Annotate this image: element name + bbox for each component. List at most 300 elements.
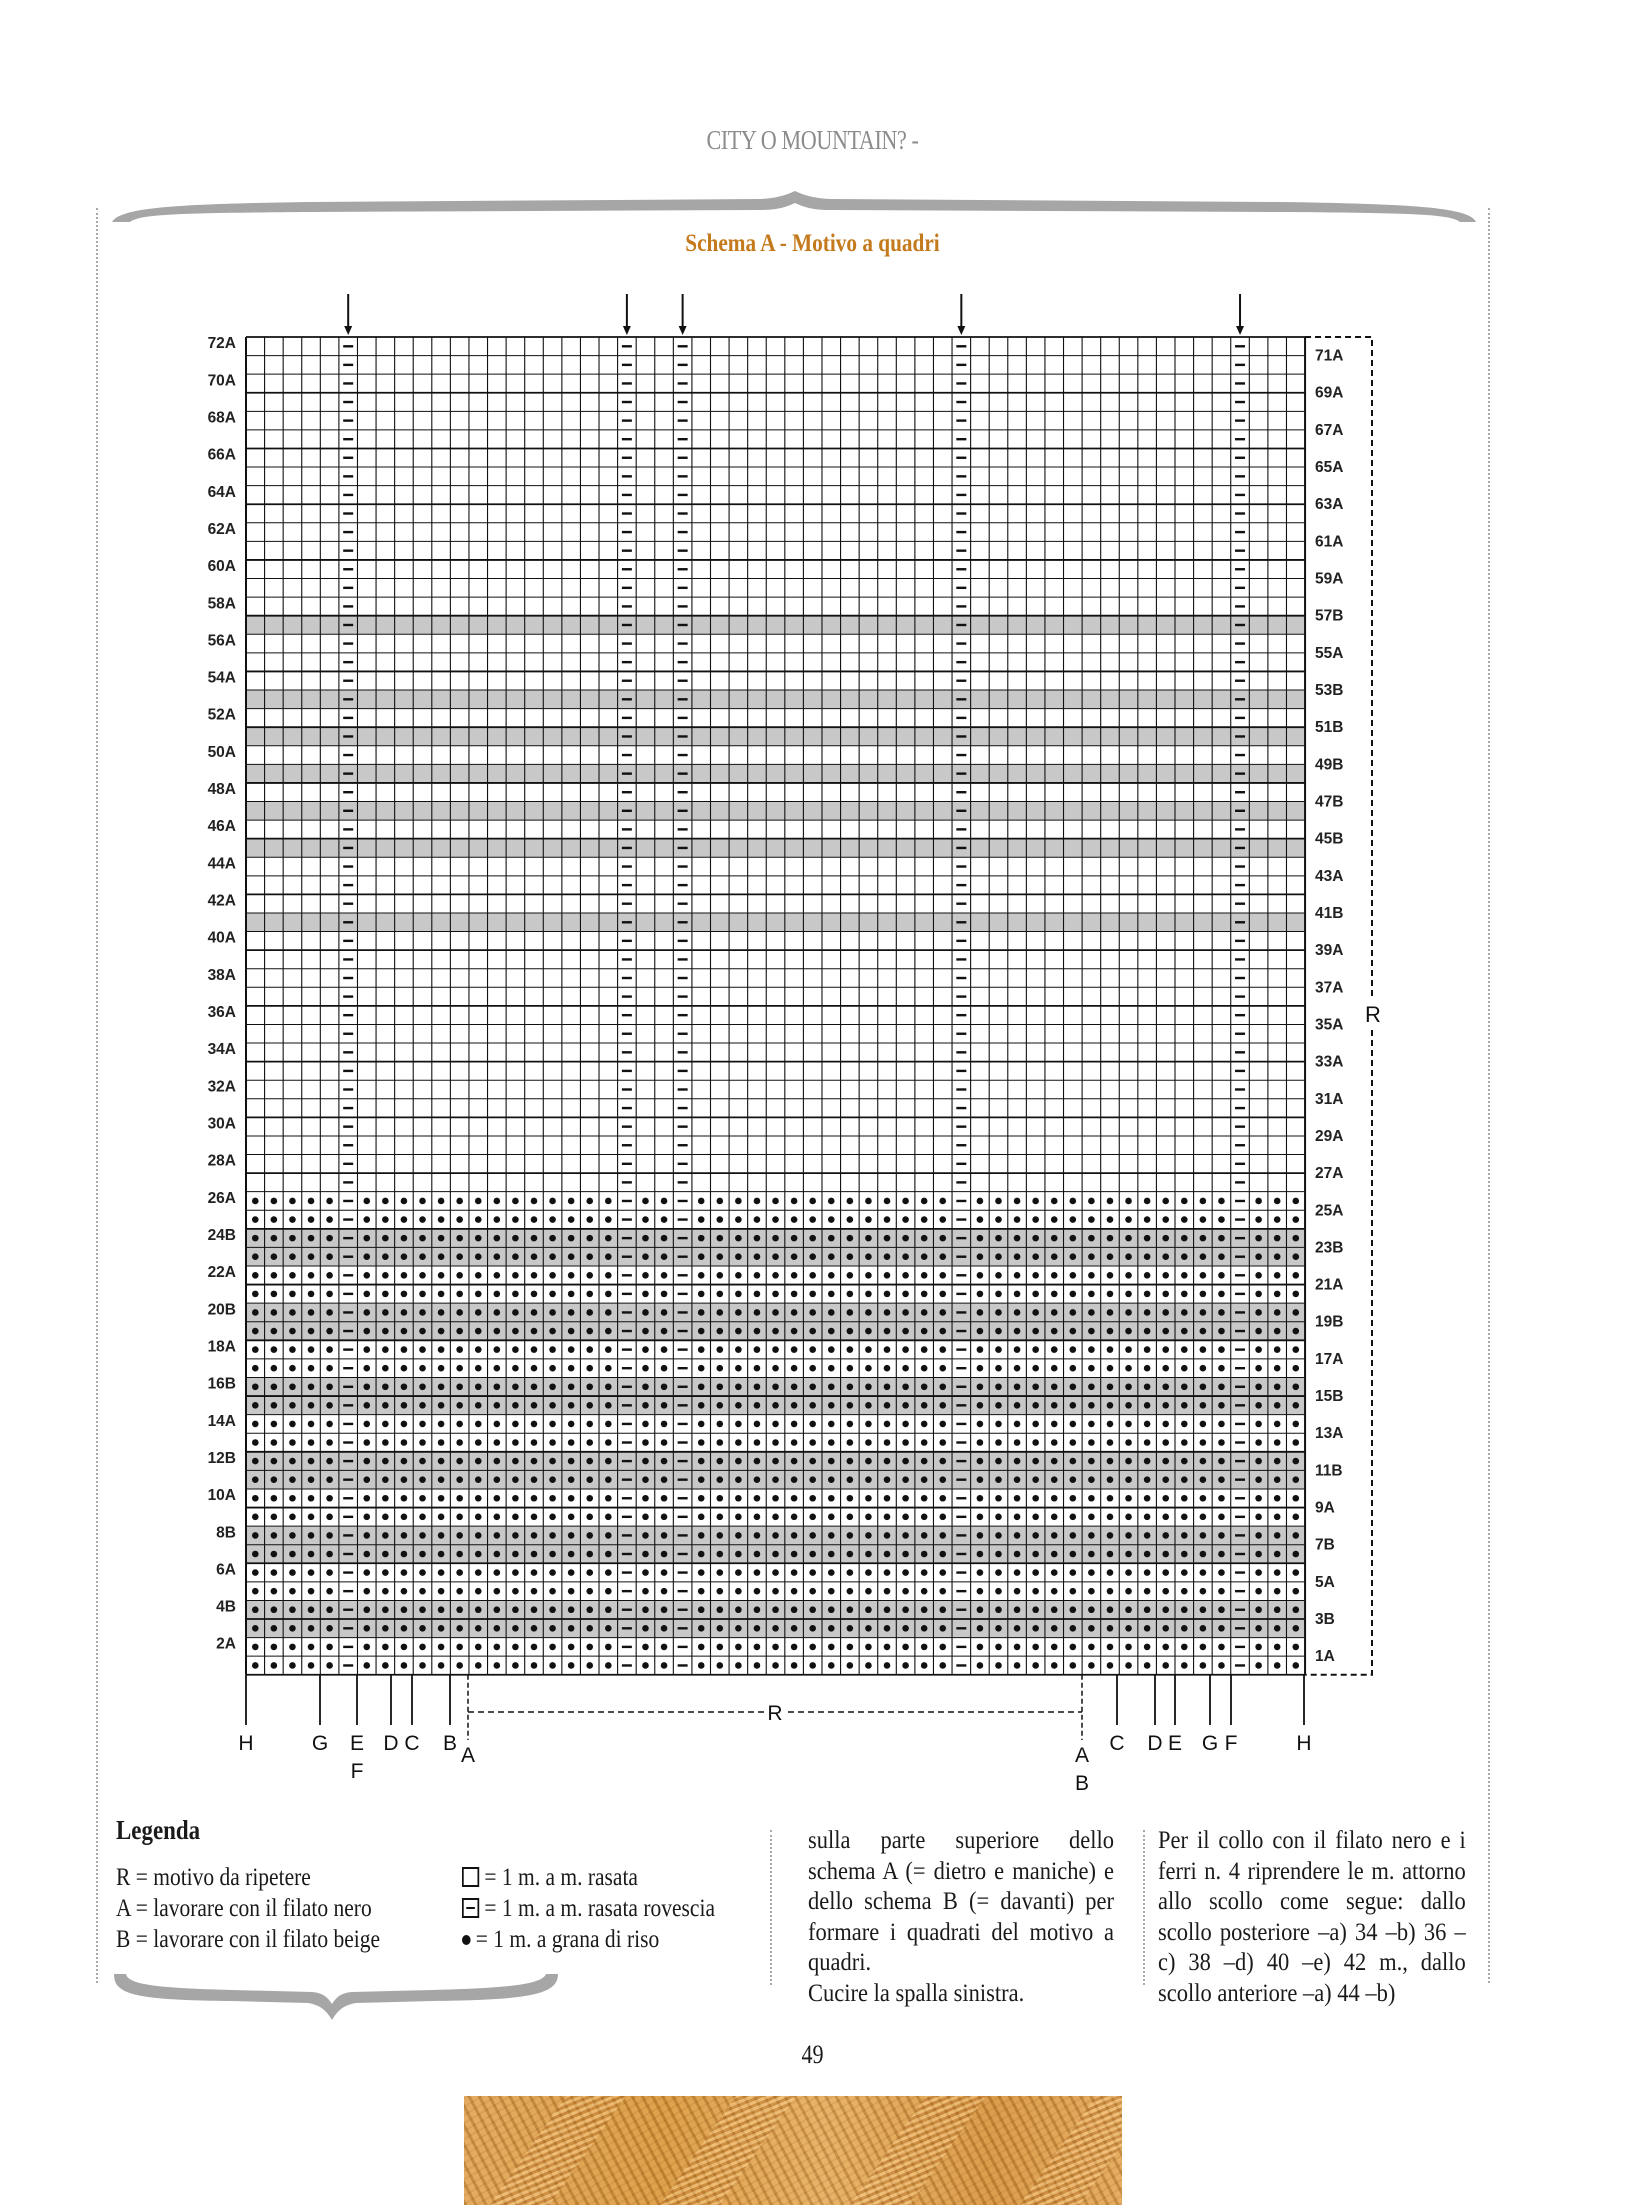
seed-dot-icon — [401, 1606, 408, 1613]
seed-dot-icon — [716, 1662, 723, 1669]
seed-dot-icon — [1051, 1662, 1058, 1669]
seed-dot-icon — [977, 1402, 984, 1409]
seed-dot-icon — [271, 1328, 278, 1335]
seed-dot-icon — [716, 1588, 723, 1595]
beige-row — [246, 839, 1305, 858]
seed-dot-icon — [1070, 1253, 1077, 1260]
seed-dot-icon — [754, 1514, 761, 1521]
seed-dot-icon — [884, 1328, 891, 1335]
seed-dot-icon — [531, 1383, 538, 1390]
seed-dot-icon — [1292, 1495, 1299, 1502]
seed-dot-icon — [1088, 1551, 1095, 1558]
seed-dot-icon — [1200, 1198, 1207, 1205]
size-marker-label: B — [442, 1732, 458, 1755]
seed-dot-icon — [419, 1383, 426, 1390]
seed-dot-icon — [271, 1532, 278, 1539]
seed-dot-icon — [1070, 1365, 1077, 1372]
seed-dot-icon — [1218, 1606, 1225, 1613]
seed-dot-icon — [308, 1383, 315, 1390]
seed-dot-icon — [456, 1402, 463, 1409]
seed-dot-icon — [902, 1421, 909, 1428]
seed-dot-icon — [326, 1198, 333, 1205]
size-marker-label: A — [1074, 1744, 1090, 1767]
seed-dot-icon — [1125, 1365, 1132, 1372]
seed-dot-icon — [642, 1514, 649, 1521]
seed-dot-icon — [1088, 1514, 1095, 1521]
seed-dot-icon — [401, 1309, 408, 1316]
seed-dot-icon — [382, 1328, 389, 1335]
seed-dot-icon — [363, 1476, 370, 1483]
seed-dot-icon — [977, 1662, 984, 1669]
seed-dot-icon — [1162, 1625, 1169, 1632]
row-label-left: 64A — [207, 483, 236, 501]
seed-dot-icon — [921, 1402, 928, 1409]
seed-dot-icon — [1292, 1309, 1299, 1316]
seed-dot-icon — [1088, 1532, 1095, 1539]
seed-dot-icon — [698, 1291, 705, 1298]
seed-dot-icon — [716, 1439, 723, 1446]
seed-dot-icon — [921, 1346, 928, 1353]
seed-dot-icon — [809, 1291, 816, 1298]
seed-dot-icon — [1181, 1514, 1188, 1521]
seed-dot-icon — [977, 1439, 984, 1446]
seed-dot-icon — [1181, 1532, 1188, 1539]
seed-dot-icon — [1014, 1606, 1021, 1613]
seed-dot-icon — [1070, 1625, 1077, 1632]
seed-dot-icon — [791, 1421, 798, 1428]
seed-dot-icon — [531, 1662, 538, 1669]
seed-dot-icon — [271, 1551, 278, 1558]
seed-dot-icon — [252, 1402, 259, 1409]
seed-dot-icon — [289, 1439, 296, 1446]
seed-dot-icon — [847, 1328, 854, 1335]
seed-dot-icon — [995, 1476, 1002, 1483]
seed-dot-icon — [1274, 1532, 1281, 1539]
legend-item-yarn-b: B = lavorare con il filato beige — [116, 1926, 381, 1953]
seed-dot-icon — [1107, 1588, 1114, 1595]
seed-dot-icon — [1125, 1495, 1132, 1502]
seed-dot-icon — [382, 1402, 389, 1409]
seed-dot-icon — [1255, 1253, 1262, 1260]
seed-dot-icon — [884, 1402, 891, 1409]
seed-dot-icon — [1200, 1588, 1207, 1595]
seed-dot-icon — [661, 1365, 668, 1372]
seed-dot-icon — [456, 1253, 463, 1260]
seed-dot-icon — [642, 1383, 649, 1390]
seed-dot-icon — [252, 1606, 259, 1613]
seed-dot-icon — [791, 1588, 798, 1595]
seed-dot-icon — [809, 1421, 816, 1428]
seed-dot-icon — [568, 1439, 575, 1446]
seed-dot-icon — [494, 1662, 501, 1669]
seed-dot-icon — [754, 1476, 761, 1483]
seed-dot-icon — [977, 1514, 984, 1521]
seed-dot-icon — [512, 1532, 519, 1539]
seed-dot-icon — [884, 1476, 891, 1483]
seed-dot-icon — [977, 1328, 984, 1335]
seed-dot-icon — [308, 1253, 315, 1260]
seed-dot-icon — [847, 1569, 854, 1576]
seed-dot-icon — [716, 1514, 723, 1521]
seed-dot-icon — [401, 1551, 408, 1558]
row-label-right: 37A — [1315, 979, 1344, 997]
seed-dot-icon — [642, 1235, 649, 1242]
seed-dot-icon — [401, 1532, 408, 1539]
seed-dot-icon — [1162, 1216, 1169, 1223]
seed-dot-icon — [977, 1644, 984, 1651]
seed-dot-icon — [512, 1253, 519, 1260]
seed-dot-icon — [494, 1253, 501, 1260]
seed-dot-icon — [1070, 1402, 1077, 1409]
seed-dot-icon — [1162, 1383, 1169, 1390]
seed-dot-icon — [401, 1625, 408, 1632]
seed-dot-icon — [549, 1625, 556, 1632]
seed-dot-icon — [252, 1476, 259, 1483]
seed-dot-icon — [549, 1365, 556, 1372]
seed-dot-icon — [605, 1644, 612, 1651]
seed-dot-icon — [363, 1253, 370, 1260]
seed-dot-icon — [735, 1569, 742, 1576]
seed-dot-icon — [1292, 1253, 1299, 1260]
seed-dot-icon — [586, 1346, 593, 1353]
seed-dot-icon — [1014, 1532, 1021, 1539]
body-paragraph: sulla parte superiore dello schema A (= dietro e maniche) e dello schema B (= davanti) per formare i quadrati del motivo a quadri. — [808, 1827, 1114, 1976]
seed-dot-icon — [419, 1532, 426, 1539]
row-label-left: 42A — [207, 892, 236, 910]
seed-dot-icon — [977, 1365, 984, 1372]
seed-dot-icon — [772, 1662, 779, 1669]
seed-dot-icon — [363, 1402, 370, 1409]
seed-dot-icon — [401, 1569, 408, 1576]
seed-dot-icon — [1032, 1514, 1039, 1521]
seed-dot-icon — [326, 1662, 333, 1669]
seed-dot-icon — [809, 1365, 816, 1372]
seed-dot-icon — [382, 1421, 389, 1428]
seed-dot-icon — [382, 1551, 389, 1558]
seed-dot-icon — [1051, 1253, 1058, 1260]
seed-dot-icon — [1144, 1625, 1151, 1632]
seed-dot-icon — [605, 1291, 612, 1298]
seed-dot-icon — [865, 1662, 872, 1669]
seed-dot-icon — [995, 1216, 1002, 1223]
seed-dot-icon — [902, 1309, 909, 1316]
seed-dot-icon — [1032, 1328, 1039, 1335]
seed-dot-icon — [1274, 1588, 1281, 1595]
seed-dot-icon — [382, 1495, 389, 1502]
seed-dot-icon — [865, 1216, 872, 1223]
size-marker-label: G — [311, 1732, 329, 1755]
seed-dot-icon — [494, 1644, 501, 1651]
seed-dot-icon — [494, 1365, 501, 1372]
seed-dot-icon — [1070, 1514, 1077, 1521]
row-label-right: 51B — [1315, 719, 1344, 737]
seed-dot-icon — [716, 1495, 723, 1502]
seed-dot-icon — [438, 1495, 445, 1502]
seed-dot-icon — [1274, 1272, 1281, 1279]
seed-dot-icon — [512, 1476, 519, 1483]
seed-dot-icon — [791, 1198, 798, 1205]
row-label-right: 13A — [1315, 1425, 1344, 1443]
seed-dot-icon — [939, 1328, 946, 1335]
seed-dot-icon — [568, 1365, 575, 1372]
seed-dot-icon — [847, 1458, 854, 1465]
seed-dot-icon — [363, 1291, 370, 1298]
seed-dot-icon — [605, 1476, 612, 1483]
seed-dot-icon — [531, 1365, 538, 1372]
seed-dot-icon — [363, 1309, 370, 1316]
seed-dot-icon — [363, 1644, 370, 1651]
row-label-right: 61A — [1315, 533, 1344, 551]
row-label-left: 40A — [207, 929, 236, 947]
seed-dot-icon — [586, 1514, 593, 1521]
seed-dot-icon — [865, 1625, 872, 1632]
seed-dot-icon — [456, 1625, 463, 1632]
seed-dot-icon — [289, 1476, 296, 1483]
beige-row — [246, 764, 1305, 783]
seed-dot-icon — [847, 1625, 854, 1632]
seed-dot-icon — [1014, 1421, 1021, 1428]
seed-dot-icon — [419, 1309, 426, 1316]
seed-dot-icon — [382, 1662, 389, 1669]
seed-dot-icon — [1014, 1291, 1021, 1298]
seed-dot-icon — [1107, 1458, 1114, 1465]
seed-dot-icon — [995, 1514, 1002, 1521]
seed-dot-icon — [661, 1551, 668, 1558]
seed-dot-icon — [1218, 1365, 1225, 1372]
seed-dot-icon — [884, 1272, 891, 1279]
row-label-left: 44A — [207, 855, 236, 873]
seed-dot-icon — [1070, 1328, 1077, 1335]
seed-dot-icon — [1070, 1476, 1077, 1483]
seed-dot-icon — [1218, 1421, 1225, 1428]
seed-dot-icon — [921, 1514, 928, 1521]
seed-dot-icon — [902, 1439, 909, 1446]
seed-dot-icon — [605, 1235, 612, 1242]
seed-dot-icon — [661, 1588, 668, 1595]
seed-dot-icon — [847, 1309, 854, 1316]
seed-dot-icon — [1107, 1309, 1114, 1316]
seed-dot-icon — [698, 1439, 705, 1446]
seed-dot-icon — [1144, 1346, 1151, 1353]
seed-dot-icon — [1014, 1625, 1021, 1632]
size-marker-label: D — [383, 1732, 399, 1755]
size-marker-label: B — [1074, 1772, 1090, 1795]
seed-dot-icon — [363, 1439, 370, 1446]
beige-row — [246, 616, 1305, 635]
seed-dot-icon — [475, 1346, 482, 1353]
seed-dot-icon — [642, 1625, 649, 1632]
seed-dot-icon — [828, 1253, 835, 1260]
seed-dot-icon — [382, 1383, 389, 1390]
seed-dot-icon — [1292, 1198, 1299, 1205]
seed-dot-icon — [921, 1588, 928, 1595]
seed-dot-icon — [939, 1662, 946, 1669]
seed-dot-icon — [1218, 1383, 1225, 1390]
seed-dot-icon — [1255, 1291, 1262, 1298]
seed-dot-icon — [438, 1291, 445, 1298]
seed-dot-icon — [401, 1235, 408, 1242]
seed-dot-icon — [1162, 1458, 1169, 1465]
seed-dot-icon — [939, 1439, 946, 1446]
seed-dot-icon — [605, 1216, 612, 1223]
seed-dot-icon — [512, 1514, 519, 1521]
seed-dot-icon — [642, 1421, 649, 1428]
seed-dot-icon — [1051, 1291, 1058, 1298]
seed-dot-icon — [661, 1198, 668, 1205]
seed-dot-icon — [1292, 1644, 1299, 1651]
seed-dot-icon — [568, 1532, 575, 1539]
seed-dot-icon — [1032, 1495, 1039, 1502]
seed-dot-icon — [1032, 1272, 1039, 1279]
seed-dot-icon — [289, 1588, 296, 1595]
seed-dot-icon — [326, 1439, 333, 1446]
seed-dot-icon — [419, 1476, 426, 1483]
seed-dot-icon — [716, 1198, 723, 1205]
legend-item-knit — [462, 1862, 715, 1893]
seed-dot-icon — [791, 1346, 798, 1353]
seed-dot-icon — [1292, 1346, 1299, 1353]
seed-dot-icon — [568, 1588, 575, 1595]
seed-dot-icon — [586, 1588, 593, 1595]
row-label-left: 26A — [207, 1189, 236, 1207]
seed-dot-icon — [1200, 1551, 1207, 1558]
seed-dot-icon — [921, 1644, 928, 1651]
seed-dot-icon — [271, 1402, 278, 1409]
seed-dot-icon — [1032, 1476, 1039, 1483]
seed-dot-icon — [586, 1569, 593, 1576]
seed-dot-icon — [605, 1439, 612, 1446]
seed-dot-icon — [419, 1365, 426, 1372]
seed-dot-icon — [921, 1551, 928, 1558]
seed-dot-icon — [308, 1644, 315, 1651]
seed-dot-icon — [772, 1328, 779, 1335]
seed-dot-icon — [661, 1625, 668, 1632]
seed-dot-icon — [1032, 1365, 1039, 1372]
seed-dot-icon — [605, 1198, 612, 1205]
seed-dot-icon — [401, 1346, 408, 1353]
body-paragraph: Cucire la spalla sinistra. — [808, 1979, 1025, 2007]
seed-dot-icon — [735, 1495, 742, 1502]
seed-dot-icon — [1292, 1476, 1299, 1483]
seed-dot-icon — [1162, 1439, 1169, 1446]
seed-dot-icon — [1274, 1439, 1281, 1446]
seed-dot-icon — [494, 1439, 501, 1446]
seed-dot-icon — [1125, 1198, 1132, 1205]
seed-dot-icon — [1107, 1365, 1114, 1372]
row-label-right: 45B — [1315, 830, 1344, 848]
seed-dot-icon — [939, 1291, 946, 1298]
seed-dot-icon — [568, 1272, 575, 1279]
seed-dot-icon — [549, 1216, 556, 1223]
seed-dot-icon — [698, 1569, 705, 1576]
seed-dot-icon — [363, 1569, 370, 1576]
seed-dot-icon — [252, 1272, 259, 1279]
seed-dot-icon — [865, 1402, 872, 1409]
seed-dot-icon — [1218, 1569, 1225, 1576]
seed-dot-icon — [456, 1644, 463, 1651]
seed-dot-icon — [1014, 1309, 1021, 1316]
seed-dot-icon — [1292, 1235, 1299, 1242]
seed-dot-icon — [252, 1291, 259, 1298]
seed-dot-icon — [456, 1495, 463, 1502]
seed-dot-icon — [1200, 1291, 1207, 1298]
seed-dot-icon — [884, 1291, 891, 1298]
seed-dot-icon — [512, 1235, 519, 1242]
seed-dot-icon — [791, 1272, 798, 1279]
seed-dot-icon — [698, 1588, 705, 1595]
seed-dot-icon — [605, 1495, 612, 1502]
seed-dot-icon — [995, 1606, 1002, 1613]
seed-dot-icon — [308, 1495, 315, 1502]
seed-dot-icon — [1125, 1458, 1132, 1465]
seed-dot-icon — [791, 1495, 798, 1502]
seed-dot-icon — [271, 1476, 278, 1483]
seed-dot-icon — [902, 1662, 909, 1669]
seed-dot-icon — [1014, 1662, 1021, 1669]
seed-dot-icon — [642, 1365, 649, 1372]
seed-dot-icon — [1162, 1606, 1169, 1613]
seed-dot-icon — [475, 1606, 482, 1613]
seed-dot-icon — [939, 1532, 946, 1539]
seed-dot-icon — [568, 1291, 575, 1298]
seed-dot-icon — [921, 1495, 928, 1502]
dot-icon — [462, 1935, 471, 1945]
seed-dot-icon — [828, 1198, 835, 1205]
seed-dot-icon — [586, 1606, 593, 1613]
seed-dot-icon — [1051, 1439, 1058, 1446]
row-label-right: 7B — [1315, 1536, 1335, 1554]
seed-dot-icon — [698, 1253, 705, 1260]
seed-dot-icon — [401, 1328, 408, 1335]
seed-dot-icon — [289, 1606, 296, 1613]
seed-dot-icon — [1088, 1365, 1095, 1372]
seed-dot-icon — [1162, 1421, 1169, 1428]
seed-dot-icon — [1181, 1291, 1188, 1298]
seed-dot-icon — [1014, 1198, 1021, 1205]
seed-dot-icon — [549, 1328, 556, 1335]
seed-dot-icon — [512, 1198, 519, 1205]
seed-dot-icon — [549, 1588, 556, 1595]
seed-dot-icon — [419, 1328, 426, 1335]
seed-dot-icon — [1200, 1235, 1207, 1242]
seed-dot-icon — [1032, 1588, 1039, 1595]
seed-dot-icon — [531, 1235, 538, 1242]
seed-dot-icon — [1144, 1532, 1151, 1539]
seed-dot-icon — [1255, 1476, 1262, 1483]
seed-dot-icon — [939, 1402, 946, 1409]
seed-dot-icon — [438, 1365, 445, 1372]
seed-dot-icon — [289, 1272, 296, 1279]
seed-dot-icon — [475, 1439, 482, 1446]
seed-dot-icon — [419, 1439, 426, 1446]
seed-dot-icon — [1181, 1365, 1188, 1372]
seed-dot-icon — [382, 1644, 389, 1651]
seed-dot-icon — [549, 1476, 556, 1483]
seed-dot-icon — [828, 1551, 835, 1558]
legend-item-purl — [462, 1893, 715, 1924]
seed-dot-icon — [1162, 1328, 1169, 1335]
seed-dot-icon — [289, 1291, 296, 1298]
seed-dot-icon — [1274, 1253, 1281, 1260]
seed-dot-icon — [456, 1346, 463, 1353]
seed-dot-icon — [419, 1346, 426, 1353]
seed-dot-icon — [308, 1421, 315, 1428]
seed-dot-icon — [494, 1421, 501, 1428]
seed-dot-icon — [549, 1383, 556, 1390]
seed-dot-icon — [512, 1625, 519, 1632]
seed-dot-icon — [568, 1514, 575, 1521]
seed-dot-icon — [809, 1476, 816, 1483]
